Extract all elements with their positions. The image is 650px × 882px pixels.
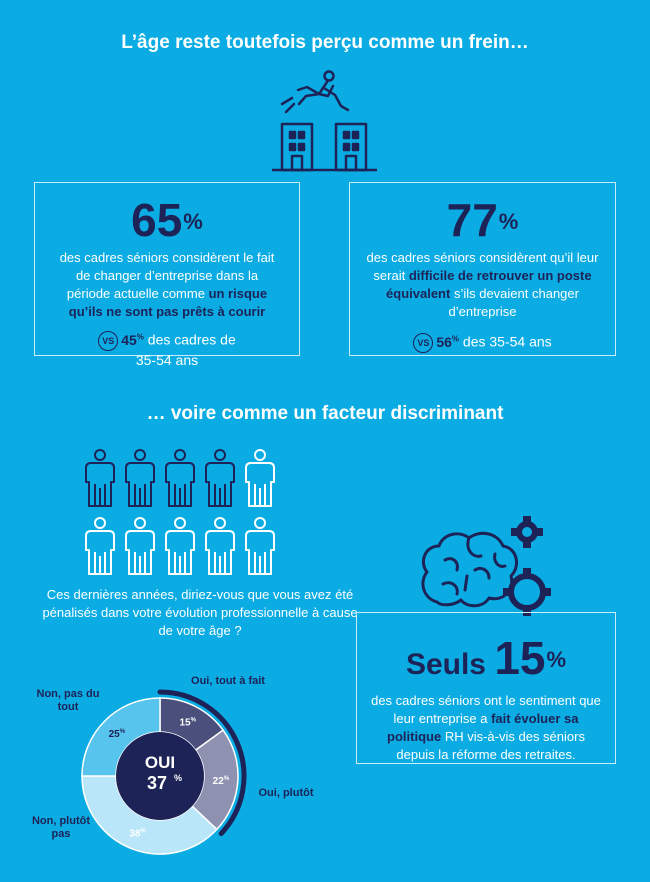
donut-label-non-pas-du-tout: Non, pas du tout	[36, 688, 100, 713]
person-icon-highlighted	[126, 450, 154, 506]
person-icon	[86, 518, 114, 574]
person-icon	[166, 518, 194, 574]
jumping-person-buildings-icon	[272, 68, 377, 180]
donut-center-label: OUI	[144, 753, 176, 772]
donut-label-oui-plutot: Oui, plutôt	[258, 787, 314, 799]
stat-77-text: des cadres séniors considèrent qu’il leur serait difficile de retrouver un poste équivalent s’ils devaient changer d’entreprise	[366, 250, 599, 319]
stat-box-15	[356, 612, 616, 764]
donut-label-non-plutot-pas: Non, plutôt pas	[31, 815, 91, 840]
stat-15-text: des cadres séniors ont le sentiment que leur entreprise a fait évoluer sa politique RH vis-à-vis des séniors depuis la réforme des retraites.	[371, 693, 601, 762]
donut-center-unit: %	[174, 773, 183, 783]
stat-box-77	[349, 182, 616, 356]
stat-65-comparison: VS 45% des cadres de 35-54 ans	[91, 327, 243, 370]
vs-icon: VS	[98, 331, 118, 351]
stat-77-comparison: VS 56% des 35-54 ans	[350, 329, 615, 353]
donut-pct-oui-tout-a-fait: 15%	[179, 717, 196, 729]
heading-age-frein: L’âge reste toutefois perçu comme un frein…	[121, 32, 529, 53]
vs-icon: VS	[413, 333, 433, 353]
donut-pct-non-plutot-pas: 38%	[129, 828, 146, 840]
donut-pct-non-pas-du-tout: 25%	[108, 728, 126, 740]
donut-pct-oui-plutot: 22%	[212, 775, 230, 787]
person-icon	[246, 450, 274, 506]
survey-question: Ces dernières années, diriez-vous que vous avez été pénalisés dans votre évolution professionnelle à cause de votre âge ?	[42, 587, 358, 638]
person-icon	[206, 518, 234, 574]
stat-box-65	[34, 182, 300, 368]
heading-facteur-discriminant: … voire comme un facteur discriminant	[146, 403, 504, 424]
person-icon	[246, 518, 274, 574]
stat-65-text: des cadres séniors considèrent le fait de changer d’entreprise dans la période actuelle comme un risque qu’ils ne sont pas prêts à courir	[59, 250, 275, 319]
stat-77-value: 77%	[446, 194, 519, 246]
person-icon-highlighted	[86, 450, 114, 506]
person-icon-highlighted	[166, 450, 194, 506]
person-icon	[126, 518, 154, 574]
donut-label-oui-tout-a-fait: Oui, tout à fait	[191, 675, 265, 687]
people-grid	[80, 448, 280, 580]
stat-65-value: 65%	[131, 194, 203, 246]
stat-15-value: Seuls 15%	[405, 632, 567, 684]
brain-gears-icon	[415, 510, 565, 620]
donut-center-value: 37	[146, 773, 168, 793]
person-icon-highlighted	[206, 450, 234, 506]
